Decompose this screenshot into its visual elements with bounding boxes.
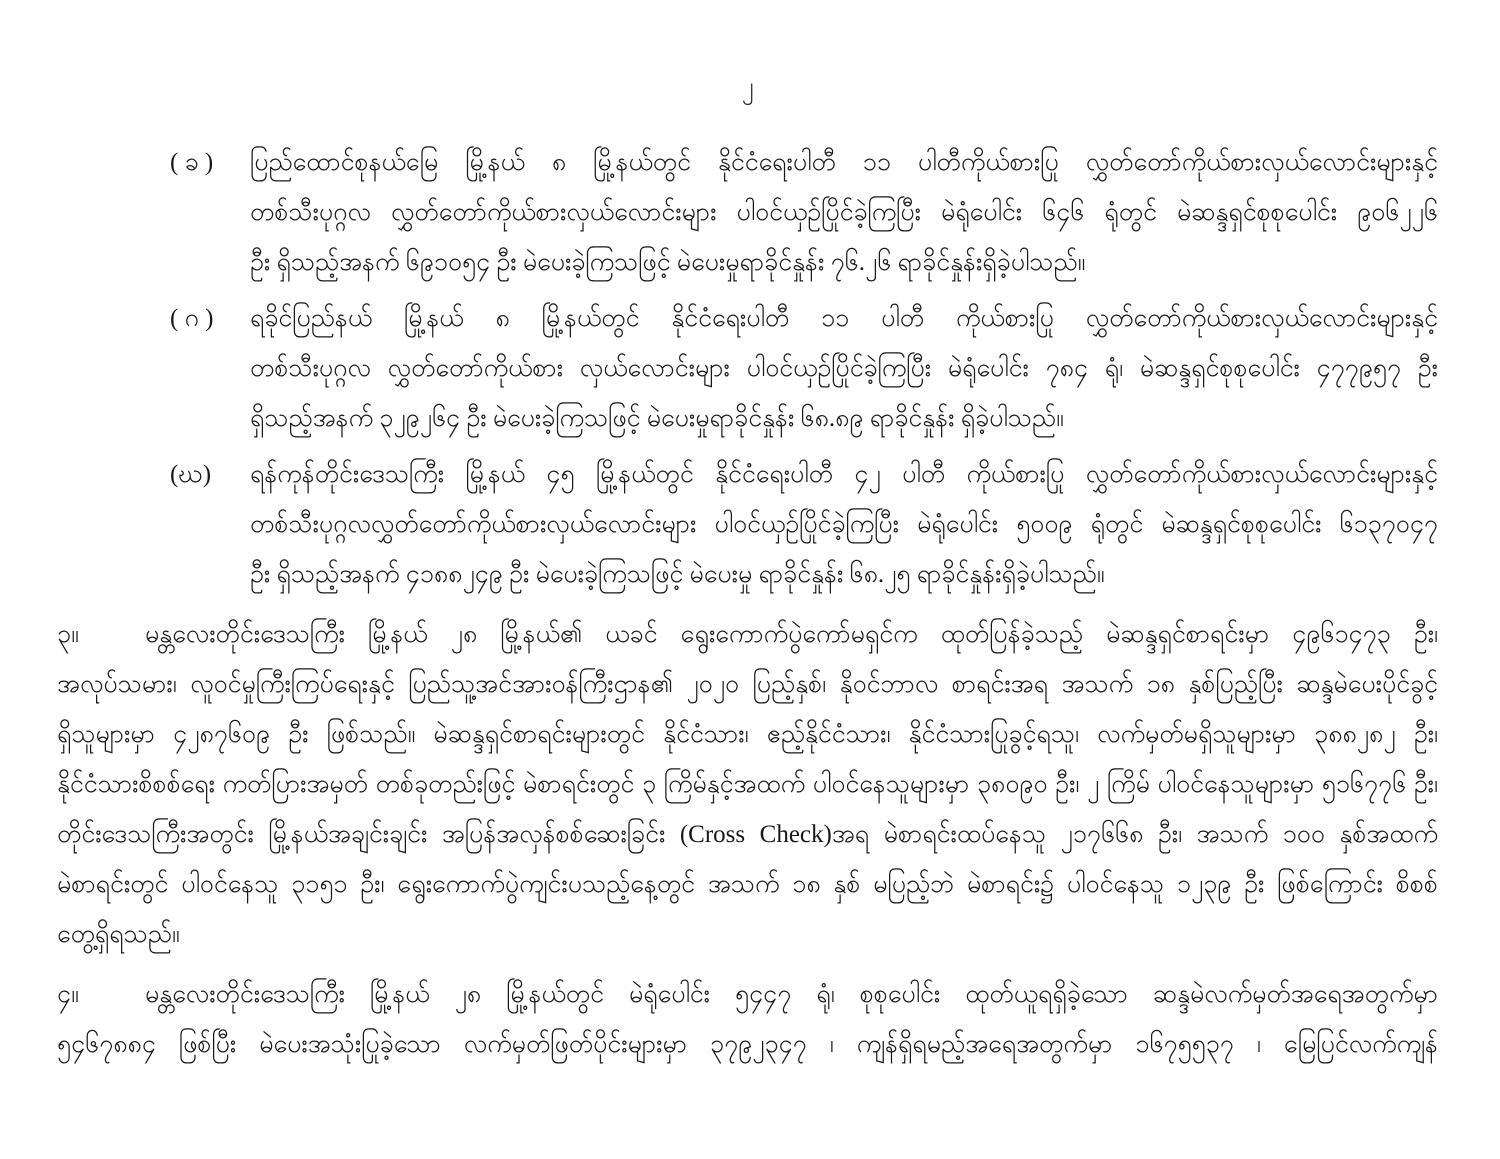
text-line: မန္တလေးတိုင်းဒေသကြီး မြို့နယ် ၂၈ မြို့နယ်တွင် မဲရုံပေါင်း ၅၄၄၇ ရုံ၊ စုစုပေါင်း ထုတ်ယူရရှိခဲ့သော ဆန္ဒမဲလက်မှတ်အရေအတွက်မှာ bbox=[145, 981, 1438, 1008]
text-line: တိုင်းဒေသကြီးအတွင်း မြို့နယ်အချင်းချင်း အပြန်အလှန်စစ်ဆေးခြင်း (Cross Check)အရ မဲစာရင်းထပ်နေသူ ၂၁၇၆၆၈ ဦး၊ အသက် ၁၀၀ နှစ်အထက် bbox=[57, 821, 1438, 848]
list-item-gha-label: (ဃ) bbox=[170, 461, 212, 488]
list-item-kha-label: ( ခ ) bbox=[170, 149, 214, 176]
paragraph-3-first-row bbox=[57, 610, 1438, 660]
text-line: အလုပ်သမား၊ လူဝင်မှုကြီးကြပ်ရေးနှင့် ပြည်သူ့အင်အားဝန်ကြီးဌာန၏ ၂၀၂၀ ပြည့်နှစ်၊ နိုဝင်ဘာလ စာရင်းအရ အသက် ၁၈ နှစ်ပြည့်ပြီး ဆန္ဒမဲပေးပိုင်ခွင့် bbox=[57, 671, 1438, 698]
list-item-ga-label: ( ဂ ) bbox=[170, 305, 214, 332]
text-line: ရှိသည့်အနက် ၃၂၉၂၆၄ ဦး မဲပေးခဲ့ကြသဖြင့် မဲပေးမှုရာခိုင်နှုန်း ၆၈.၈၉ ရာခိုင်နှုန်း ရှိခဲ့ပါသည်။ bbox=[250, 405, 1064, 432]
text-line: မန္တလေးတိုင်းဒေသကြီး မြို့နယ် ၂၈ မြို့နယ်၏ ယခင် ရွေးကောက်ပွဲကော်မရှင်က ထုတ်ပြန်ခဲ့သည့် မဲဆန္ဒရှင်စာရင်းမှာ ၄၉၆၁၄၇၃ ဦး၊ bbox=[145, 621, 1438, 648]
text-line: ၅၄၆၇၈၈၄ ဖြစ်ပြီး မဲပေးအသုံးပြုခဲ့သော လက်မှတ်ဖြတ်ပိုင်းများမှာ ၃၇၉၂၃၄၇ ၊ ကျန်ရှိရမည့်အရေအတွက်မှာ ၁၆၇၅၅၃၇ ၊ မြေပြင်လက်ကျန် bbox=[57, 1031, 1438, 1058]
text-line: တွေ့ရှိရသည်။ bbox=[57, 921, 180, 948]
text-line: တစ်သီးပုဂ္ဂလလွှတ်တော်ကိုယ်စားလှယ်လောင်းများ ပါဝင်ယှဉ်ပြိုင်ခဲ့ကြပြီး မဲရုံပေါင်း ၅၀၀၉ ရုံတွင် မဲဆန္ဒရှင်စုစုပေါင်း ၆၁၃၇၀၄၇ bbox=[250, 511, 1438, 538]
text-line: တစ်သီးပုဂ္ဂလ လွှတ်တော်ကိုယ်စား လှယ်လောင်းများ ပါဝင်ယှဉ်ပြိုင်ခဲ့ကြပြီး မဲရုံပေါင်း ၇၈၄ ရုံ၊ မဲဆန္ဒရှင်စုစုပေါင်း ၄၇၇၉၅၇ ဦး bbox=[250, 355, 1438, 382]
text-line: နိုင်ငံသားစိစစ်ရေး ကတ်ပြားအမှတ် တစ်ခုတည်းဖြင့် မဲစာရင်းတွင် ၃ ကြိမ်နှင့်အထက် ပါဝင်နေသူများမှာ ၃၈၀၉၀ ဦး၊ ၂ ကြိမ် ပါဝင်နေသူများမှာ ၅၁၆၇၇၆ ဦး၊ bbox=[57, 771, 1438, 798]
text-line: မဲစာရင်းတွင် ပါဝင်နေသူ ၃၁၅၁ ဦး၊ ရွေးကောက်ပွဲကျင်းပသည့်နေ့တွင် အသက် ၁၈ နှစ် မပြည့်ဘဲ မဲစာရင်း၌ ပါဝင်နေသူ ၁၂၃၉ ဦး ဖြစ်ကြောင်း စိစစ် bbox=[57, 871, 1438, 898]
text-line: ရခိုင်ပြည်နယ် မြို့နယ် ၈ မြို့နယ်တွင် နိုင်ငံရေးပါတီ ၁၁ ပါတီ ကိုယ်စားပြု လွှတ်တော်ကိုယ်စားလှယ်လောင်းများနှင့် bbox=[250, 305, 1438, 332]
text-line: ရန်ကုန်တိုင်းဒေသကြီး မြို့နယ် ၄၅ မြို့နယ်တွင် နိုင်ငံရေးပါတီ ၄၂ ပါတီ ကိုယ်စားပြု လွှတ်တော်ကိုယ်စားလှယ်လောင်းများနှင့် bbox=[250, 461, 1438, 488]
paragraph-3-number: ၃။ bbox=[57, 621, 79, 648]
page-number: ၂ bbox=[741, 74, 754, 100]
text-line: တစ်သီးပုဂ္ဂလ လွှတ်တော်ကိုယ်စားလှယ်လောင်းများ ပါဝင်ယှဉ်ပြိုင်ခဲ့ကြပြီး မဲရုံပေါင်း ၆၄၆ ရုံတွင် မဲဆန္ဒရှင်စုစုပေါင်း ၉၀၆၂၂၆ bbox=[250, 199, 1438, 226]
list-item-kha bbox=[170, 138, 1438, 288]
text-line: ပြည်ထောင်စုနယ်မြေ မြို့နယ် ၈ မြို့နယ်တွင် နိုင်ငံရေးပါတီ ၁၁ ပါတီကိုယ်စားပြု လွှတ်တော်ကိုယ်စားလှယ်လောင်းများနှင့် bbox=[250, 149, 1438, 176]
paragraph-3 bbox=[57, 610, 1438, 960]
list-item-gha bbox=[170, 450, 1438, 600]
text-line: ရှိသူများမှာ ၄၂၈၇၆၀၉ ဦး ဖြစ်သည်။ မဲဆန္ဒရှင်စာရင်းများတွင် နိုင်ငံသား၊ ဧည့်နိုင်ငံသား၊ နိုင်ငံသားပြုခွင့်ရသူ၊ လက်မှတ်မရှိသူများမှာ ၃၈၈၂၈၂ ဦး၊ bbox=[57, 721, 1438, 748]
paragraph-4-number: ၄။ bbox=[57, 981, 79, 1008]
list-item-gha-body bbox=[250, 450, 1438, 600]
paragraph-4-first-row bbox=[57, 970, 1438, 1020]
text-line: ဦး ရှိသည့်အနက် ၄၁၈၈၂၄၉ ဦး မဲပေးခဲ့ကြသဖြင့် မဲပေးမှု ရာခိုင်နှုန်း ၆၈.၂၅ ရာခိုင်နှုန်းရှိခဲ့ပါသည်။ bbox=[250, 561, 1105, 588]
list-item-ga-body bbox=[250, 294, 1438, 444]
paragraph-4 bbox=[57, 970, 1438, 1070]
list-item-ga bbox=[170, 294, 1438, 444]
list-item-kha-body bbox=[250, 138, 1438, 288]
text-line: ဦး ရှိသည့်အနက် ၆၉၁၀၅၄ ဦး မဲပေးခဲ့ကြသဖြင့် မဲပေးမှုရာခိုင်နှုန်း ၇၆.၂၆ ရာခိုင်နှုန်းရှိခဲ့ပါသည်။ bbox=[250, 249, 1086, 276]
